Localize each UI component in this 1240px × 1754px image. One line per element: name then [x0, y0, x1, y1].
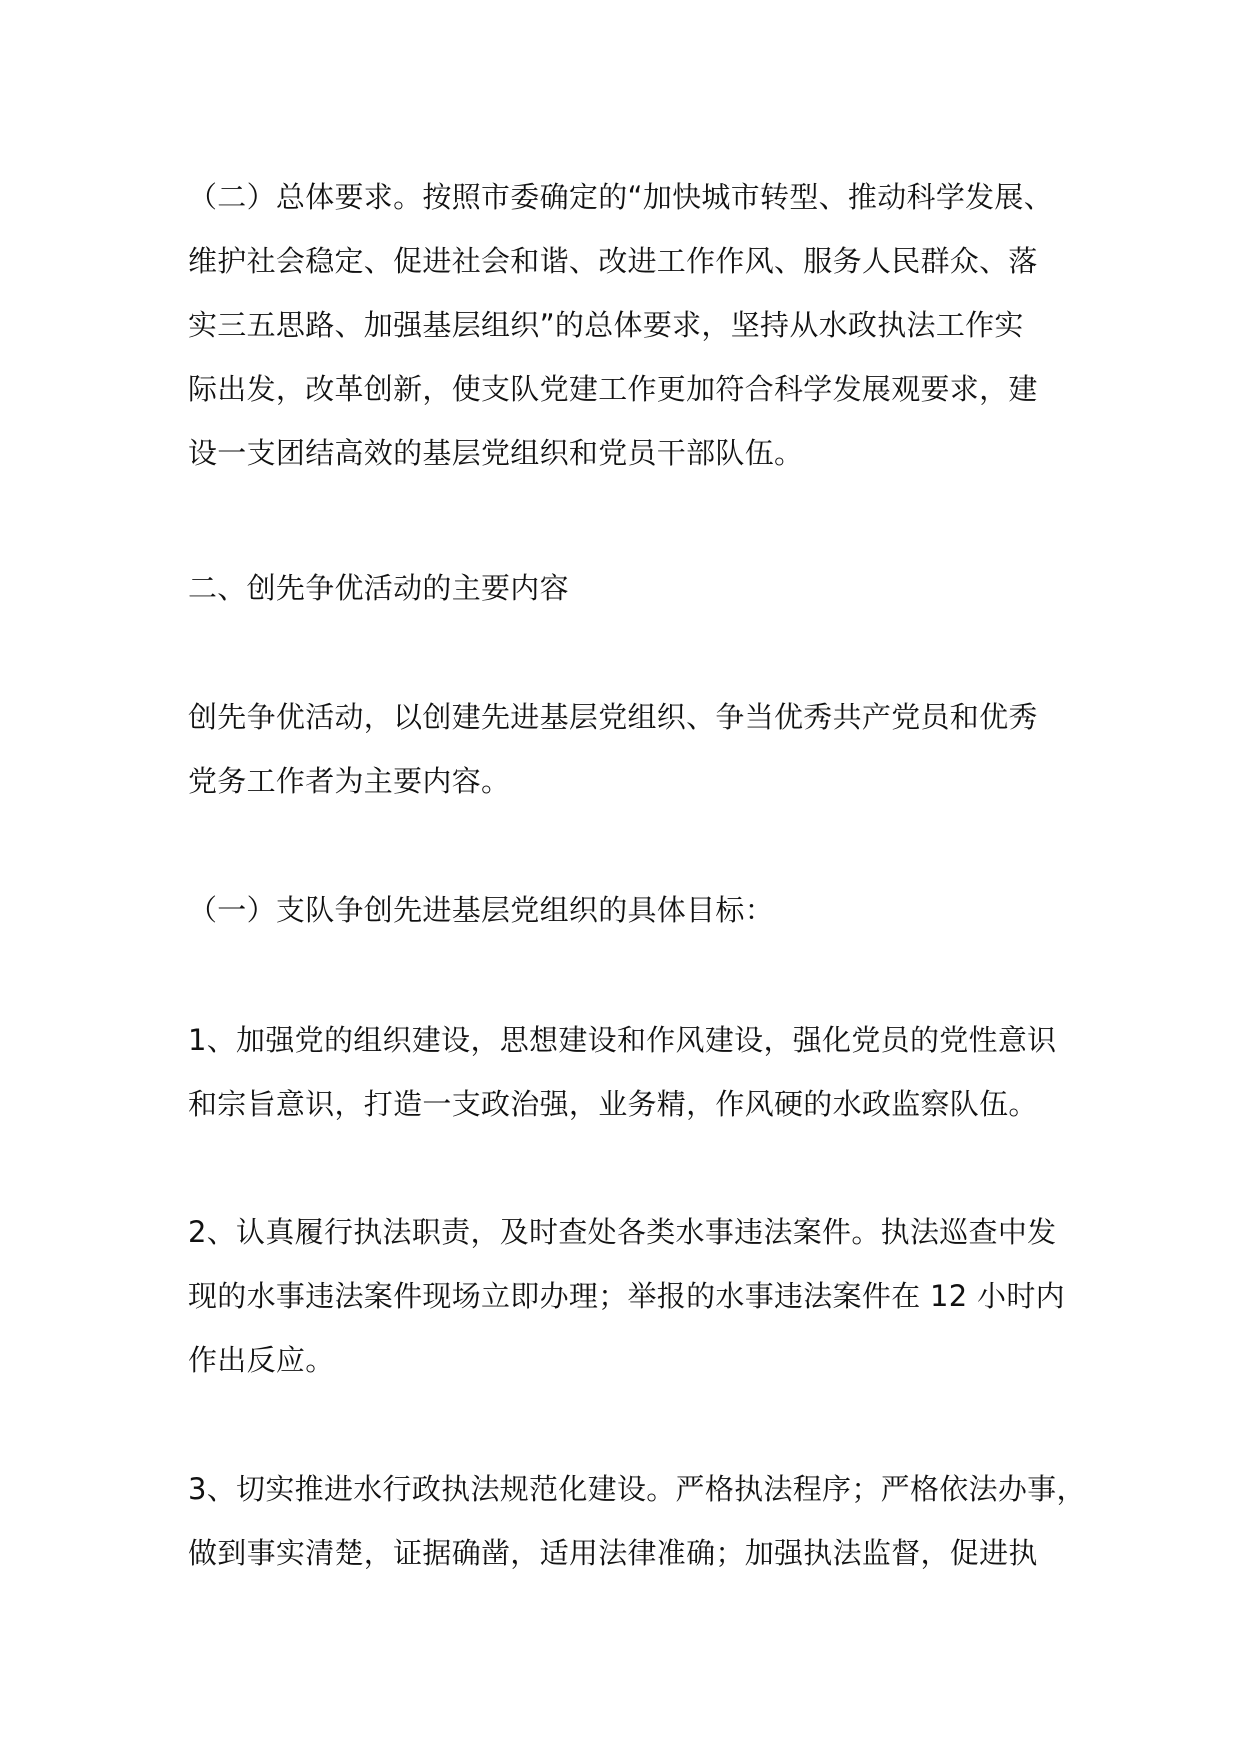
- list-item-3: [188, 1457, 1086, 1585]
- text-line: 和宗旨意识，打造一支政治强，业务精，作风硬的水政监察队伍。: [188, 1087, 1038, 1121]
- text-line: 做到事实清楚，证据确凿，适用法律准确；加强执法监督，促进执: [188, 1536, 1038, 1570]
- list-item-2: [188, 1200, 1068, 1392]
- text-line: 际出发，改革创新，使支队党建工作更加符合科学发展观要求，建: [188, 372, 1038, 406]
- paragraph-section-intro: [188, 685, 1068, 813]
- subsection-heading: [188, 878, 1068, 942]
- text-line: 实三五思路、加强基层组织”的总体要求，坚持从水政执法工作实: [188, 308, 1024, 342]
- text-line: 现的水事违法案件现场立即办理；举报的水事违法案件在 12 小时内: [188, 1279, 1065, 1313]
- text-line: 创先争优活动，以创建先进基层党组织、争当优秀共产党员和优秀: [188, 700, 1038, 734]
- text-line: 作出反应。: [188, 1343, 335, 1377]
- text-line: （二）总体要求。按照市委确定的“加快城市转型、推动科学发展、: [188, 180, 1054, 214]
- section-heading: [188, 556, 1068, 620]
- text-line: 设一支团结高效的基层党组织和党员干部队伍。: [188, 436, 804, 470]
- text-line: 二、创先争优活动的主要内容: [188, 571, 569, 605]
- text-line: 党务工作者为主要内容。: [188, 764, 511, 798]
- paragraph-general-requirements: [188, 165, 1068, 485]
- text-line: 2、认真履行执法职责，及时查处各类水事违法案件。执法巡查中发: [188, 1215, 1057, 1249]
- list-item-1: [188, 1008, 1068, 1136]
- text-line: 3、切实推进水行政执法规范化建设。严格执法程序；严格依法办事，: [188, 1472, 1086, 1506]
- text-line: 维护社会稳定、促进社会和谐、改进工作作风、服务人民群众、落: [188, 244, 1038, 278]
- text-line: （一）支队争创先进基层党组织的具体目标：: [188, 893, 775, 927]
- text-line: 1、加强党的组织建设，思想建设和作风建设，强化党员的党性意识: [188, 1023, 1057, 1057]
